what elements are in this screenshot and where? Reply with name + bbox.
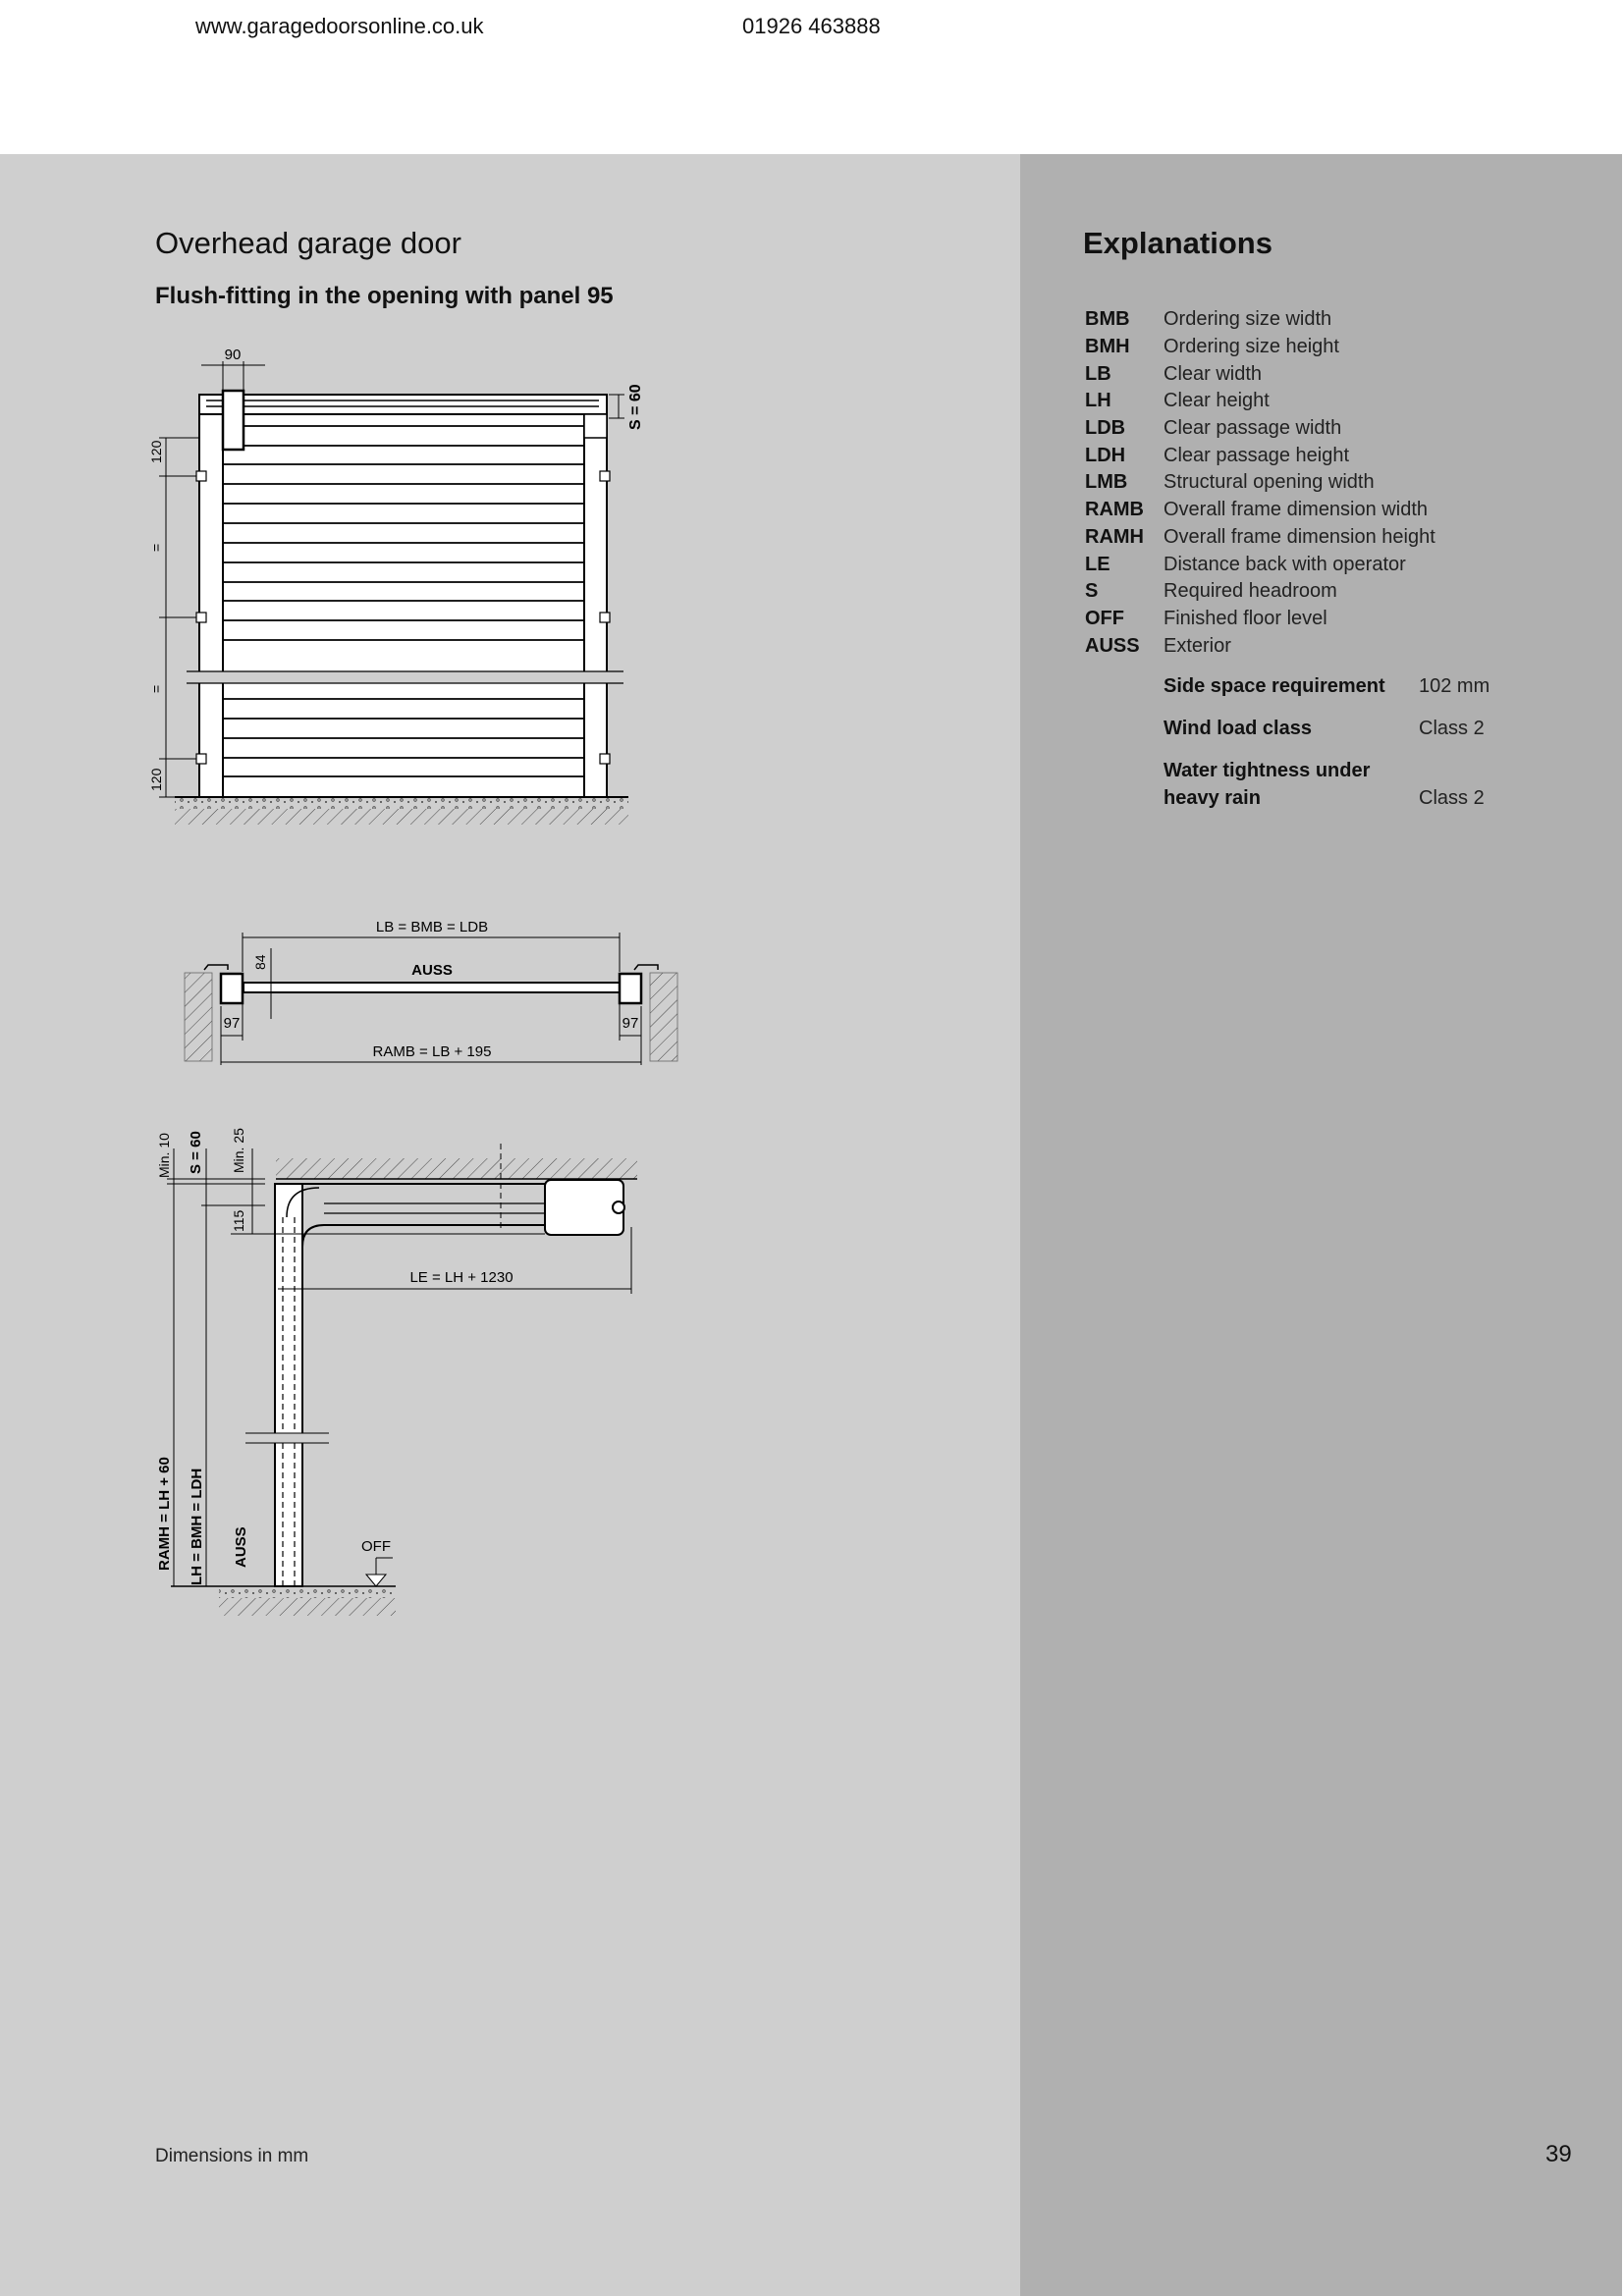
dim-115-label: 115: [231, 1209, 246, 1232]
legend-row: [1085, 469, 1435, 497]
header-phone: 01926 463888: [742, 14, 881, 38]
legend-abbr: LDH: [1085, 444, 1126, 466]
page-title: Overhead garage door: [155, 226, 461, 260]
dim-120-top: 120: [148, 440, 164, 463]
dim-ramb-label: RAMB = LB + 195: [372, 1043, 492, 1060]
explanations-title: Explanations: [1083, 226, 1272, 260]
dim-s60-label: S = 60: [188, 1131, 204, 1174]
legend-row: [1085, 606, 1435, 633]
legend-desc: Structural opening width: [1164, 471, 1375, 494]
spec-row-wind-load: [1164, 715, 1556, 742]
dim-84-label: 84: [252, 954, 268, 970]
dim-equal-2: =: [148, 684, 164, 693]
legend-abbr: LDB: [1085, 417, 1126, 440]
abbreviation-legend: [1085, 306, 1435, 660]
legend-abbr: OFF: [1085, 607, 1124, 629]
legend-row: [1085, 442, 1435, 469]
dim-lb-label: LB = BMB = LDB: [375, 919, 489, 935]
dim-min10-label: Min. 10: [156, 1133, 172, 1178]
legend-desc: Clear width: [1164, 362, 1263, 385]
section-exterior-label: AUSS: [233, 1526, 249, 1568]
legend-desc: Overall frame dimension height: [1164, 525, 1435, 548]
spec-value: Class 2: [1419, 787, 1485, 809]
legend-desc: Clear height: [1164, 390, 1270, 412]
legend-desc: Clear passage width: [1164, 417, 1342, 440]
dim-97-right: 97: [622, 1015, 639, 1032]
legend-desc: Required headroom: [1164, 580, 1337, 603]
plan-view-drawing: [177, 903, 815, 1080]
header-url[interactable]: www.garagedoorsonline.co.uk: [195, 14, 484, 38]
legend-desc: Exterior: [1164, 634, 1231, 657]
legend-desc: Ordering size width: [1164, 308, 1332, 331]
dim-lh-label: LH = BMH = LDH: [189, 1468, 205, 1585]
legend-row: [1085, 551, 1435, 578]
front-view-drawing: [137, 334, 844, 844]
legend-row: [1085, 578, 1435, 606]
legend-row: [1085, 632, 1435, 660]
dim-97-left: 97: [223, 1015, 241, 1032]
legend-abbr: BMB: [1085, 308, 1130, 331]
legend-abbr: LB: [1085, 362, 1111, 385]
dim-headroom-label: S = 60: [627, 384, 644, 430]
dim-equal-1: =: [148, 543, 164, 552]
legend-row: [1085, 497, 1435, 524]
legend-abbr: LMB: [1085, 471, 1128, 494]
dim-min25-label: Min. 25: [231, 1128, 246, 1173]
spec-label: Side space requirement: [1164, 675, 1385, 697]
legend-abbr: RAMH: [1085, 525, 1144, 548]
dim-ramh-label: RAMH = LH + 60: [156, 1457, 173, 1571]
exterior-label: AUSS: [411, 962, 453, 979]
legend-desc: Overall frame dimension width: [1164, 499, 1428, 521]
legend-row: [1085, 524, 1435, 552]
dim-le-label: LE = LH + 1230: [409, 1269, 514, 1286]
legend-abbr: LE: [1085, 553, 1110, 575]
legend-abbr: BMH: [1085, 336, 1130, 358]
legend-row: [1085, 388, 1435, 415]
dim-90-label: 90: [224, 347, 242, 363]
footer-note: Dimensions in mm: [155, 2146, 309, 2166]
legend-desc: Ordering size height: [1164, 336, 1339, 358]
legend-desc: Clear passage height: [1164, 444, 1350, 466]
page-number: 39: [1545, 2141, 1572, 2167]
legend-row: [1085, 306, 1435, 334]
spec-label: Water tightness under heavy rain: [1164, 760, 1371, 809]
legend-abbr: AUSS: [1085, 634, 1140, 657]
dim-120-bottom: 120: [148, 768, 164, 791]
legend-row: [1085, 334, 1435, 361]
spec-row-water-tightness: [1164, 757, 1556, 812]
floor-level-label: OFF: [361, 1538, 391, 1555]
spec-value: 102 mm: [1419, 675, 1490, 697]
legend-desc: Finished floor level: [1164, 607, 1327, 629]
spec-value: Class 2: [1419, 718, 1485, 739]
legend-desc: Distance back with operator: [1164, 553, 1406, 575]
spec-label: Wind load class: [1164, 718, 1312, 739]
legend-abbr: LH: [1085, 390, 1111, 412]
page-subtitle: Flush-fitting in the opening with panel 95: [155, 283, 614, 309]
spec-row-side-space: [1164, 672, 1556, 700]
legend-abbr: S: [1085, 580, 1099, 603]
legend-row: [1085, 415, 1435, 443]
spec-table: [1164, 672, 1556, 827]
section-view-drawing: [147, 1109, 658, 1639]
legend-row: [1085, 360, 1435, 388]
legend-abbr: RAMB: [1085, 499, 1144, 521]
